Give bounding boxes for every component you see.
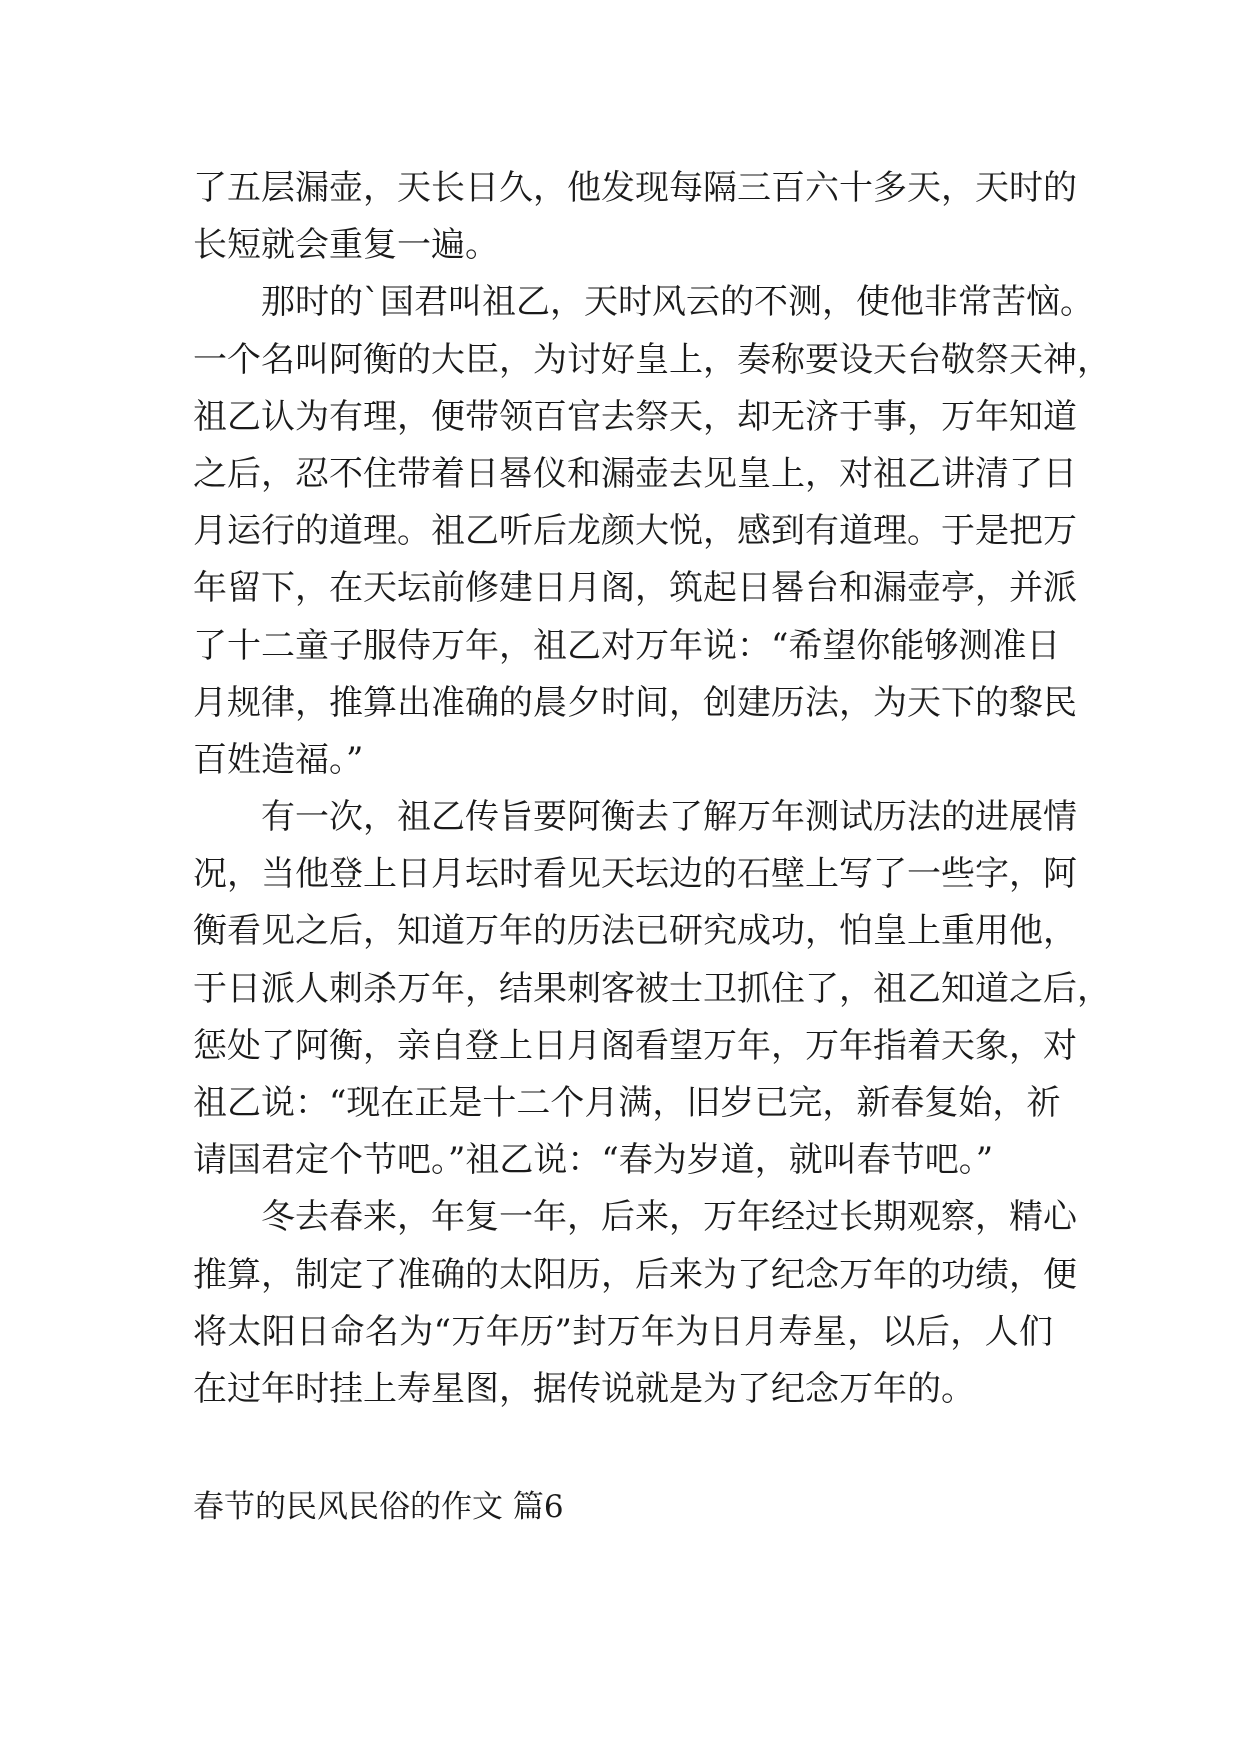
paragraph-first-line: 冬去春来，年复一年，后来，万年经过长期观察，精心 xyxy=(261,1197,1077,1238)
text-line: 在过年时挂上寿星图，据传说就是为了纪念万年的。 xyxy=(193,1368,975,1409)
paragraph-first-line: 那时的`国君叫祖乙，天时风云的不测，使他非常苦恼。 xyxy=(261,282,1094,323)
text-line: 请国君定个节吧。”祖乙说：“春为岁道，就叫春节吧。” xyxy=(193,1140,994,1181)
text-line: 了五层漏壶，天长日久，他发现每隔三百六十多天，天时的 xyxy=(193,168,1077,208)
text-line: 月运行的道理。祖乙听后龙颜大悦，感到有道理。于是把万 xyxy=(193,511,1077,552)
text-line: 衡看见之后，知道万年的历法已研究成功，怕皇上重用他， xyxy=(193,911,1077,952)
text-line: 于日派人刺杀万年，结果刺客被士卫抓住了，祖乙知道之后， xyxy=(193,968,1111,1009)
text-line: 况，当他登上日月坛时看见天坛边的石壁上写了一些字，阿 xyxy=(193,854,1077,895)
text-line: 了十二童子服侍万年，祖乙对万年说：“希望你能够测准日 xyxy=(193,625,1061,666)
paragraph-first-line: 有一次，祖乙传旨要阿衡去了解万年测试历法的进展情 xyxy=(261,797,1077,838)
text-line: 祖乙认为有理，便带领百官去祭天，却无济于事，万年知道 xyxy=(193,396,1077,437)
text-line: 将太阳日命名为“万年历”封万年为日月寿星，以后，人们 xyxy=(193,1311,1053,1352)
section-heading: 春节的民风民俗的作文 篇6 xyxy=(193,1489,564,1525)
body-text xyxy=(193,160,1111,1418)
text-line: 百姓造福。” xyxy=(193,739,364,780)
text-line: 惩处了阿衡，亲自登上日月阁看望万年，万年指着天象，对 xyxy=(193,1025,1077,1066)
text-line: 之后，忍不住带着日晷仪和漏壶去见皇上，对祖乙讲清了日 xyxy=(193,453,1077,494)
text-line: 月规律，推算出准确的晨夕时间，创建历法，为天下的黎民 xyxy=(193,682,1077,723)
text-line: 长短就会重复一遍。 xyxy=(193,225,499,266)
text-line: 祖乙说：“现在正是十二个月满，旧岁已完，新春复始，祈 xyxy=(193,1083,1061,1123)
text-line: 一个名叫阿衡的大臣，为讨好皇上，奏称要设天台敬祭天神， xyxy=(193,339,1111,380)
text-line: 年留下，在天坛前修建日月阁，筑起日晷台和漏壶亭，并派 xyxy=(193,568,1077,609)
text-line: 推算，制定了准确的太阳历，后来为了纪念万年的功绩，便 xyxy=(193,1254,1077,1295)
